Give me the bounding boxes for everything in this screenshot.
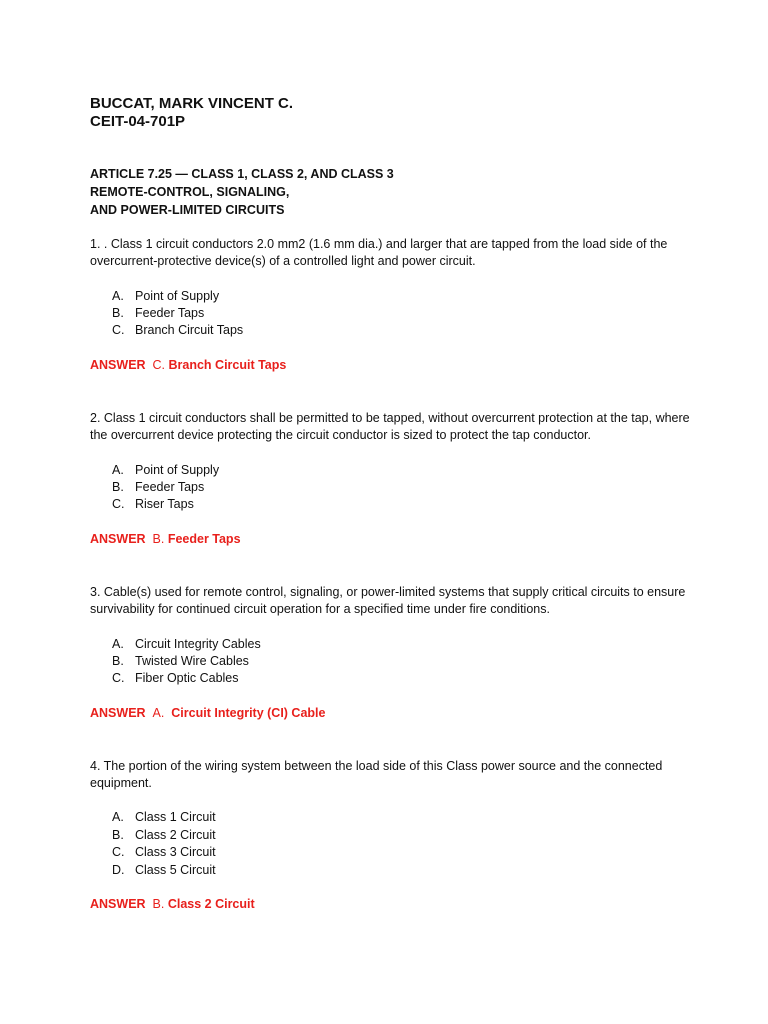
article-title-line1: ARTICLE 7.25 — CLASS 1, CLASS 2, AND CLASS 3 — [90, 167, 394, 181]
question-2-text: 2. Class 1 circuit conductors shall be permitted to be tapped, without overcurrent protection at the tap, where the overcurrent device protecting the circuit conductor is sized to protect the tap conductor. — [90, 411, 690, 442]
question-3-option-a: A. Circuit Integrity Cables — [112, 637, 261, 651]
question-4-option-d: D. Class 5 Circuit — [112, 863, 216, 877]
question-1-option-c: C. Branch Circuit Taps — [112, 323, 244, 337]
question-2-option-c: C. Riser Taps — [112, 497, 194, 511]
question-2-option-b: B. Feeder Taps — [112, 480, 205, 494]
question-3-answer: ANSWER A. Circuit Integrity (CI) Cable — [90, 706, 326, 720]
article-title-line2: REMOTE-CONTROL, SIGNALING, — [90, 185, 290, 199]
question-4-option-b: B. Class 2 Circuit — [112, 828, 216, 842]
question-2-answer: ANSWER B. Feeder Taps — [90, 532, 241, 546]
question-3-option-b: B. Twisted Wire Cables — [112, 654, 249, 668]
question-2-option-a: A. Point of Supply — [112, 463, 220, 477]
question-1-text: 1. . Class 1 circuit conductors 2.0 mm2 (1.6 mm dia.) and larger that are tapped from the load side of the overcurrent-protective device(s) of a controlled light and power circuit. — [90, 237, 668, 268]
question-4-text: 4. The portion of the wiring system between the load side of this Class power source and the connected equipment. — [90, 759, 663, 790]
question-4-option-a: A. Class 1 Circuit — [112, 810, 216, 824]
question-3-option-c: C. Fiber Optic Cables — [112, 671, 239, 685]
question-4-answer: ANSWER B. Class 2 Circuit — [90, 897, 255, 911]
student-section: CEIT-04-701P — [90, 113, 186, 130]
article-title-line3: AND POWER-LIMITED CIRCUITS — [90, 203, 285, 217]
question-4-option-c: C. Class 3 Circuit — [112, 845, 216, 859]
question-1-option-b: B. Feeder Taps — [112, 306, 205, 320]
student-name: BUCCAT, MARK VINCENT C. — [90, 95, 294, 112]
question-3-text: 3. Cable(s) used for remote control, signaling, or power-limited systems that supply critical circuits to ensure survivability for continued circuit operation for a specified time under fire conditions. — [90, 585, 686, 616]
question-1-answer: ANSWER C. Branch Circuit Taps — [90, 358, 287, 372]
question-1-option-a: A. Point of Supply — [112, 289, 220, 303]
